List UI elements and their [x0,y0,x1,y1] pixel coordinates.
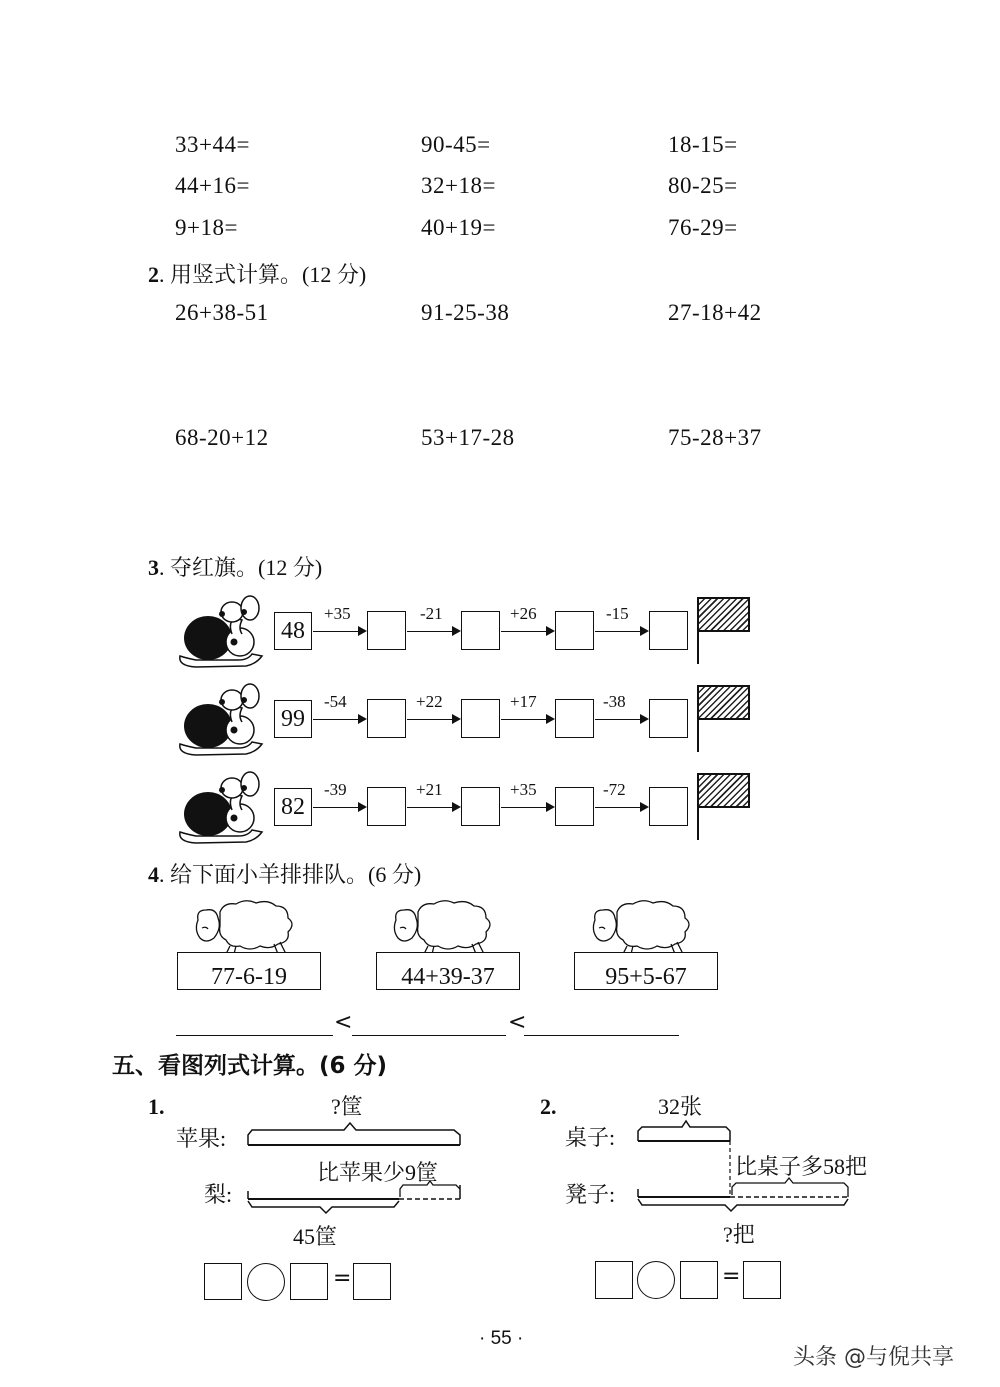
red-flag-icon [697,685,750,720]
arrow-icon [407,807,459,808]
p2-answer-box-2[interactable] [680,1261,718,1299]
operation-label: -39 [324,780,347,799]
q3-title-text: . 夺红旗。(12 分) [159,555,323,580]
operation-label: -21 [420,604,443,623]
p1-equals-sign: = [333,1266,352,1291]
q3-title [148,551,322,582]
oral-expr: 90-45= [421,132,491,157]
answer-box[interactable] [649,699,688,738]
oral-expr: 18-15= [668,132,738,157]
p1-top-label: ?筐 [331,1094,363,1119]
q4-title [148,858,421,889]
arrow-icon [313,631,365,632]
answer-box[interactable] [461,787,500,826]
oral-expr: 44+16= [175,173,250,198]
p1-answer-box-3[interactable] [353,1263,391,1300]
p1-answer-box-2[interactable] [290,1263,328,1300]
p1-row1-label: 苹果: [176,1126,227,1151]
order-blank-2[interactable] [352,1035,506,1036]
operation-label: -72 [603,780,626,799]
p2-equals-sign: = [722,1264,741,1289]
operation-label: +35 [324,604,351,623]
q4-number: 4 [148,862,159,887]
arrow-icon [501,807,553,808]
p2-answer-box-3[interactable] [743,1261,781,1299]
operation-label: -38 [603,692,626,711]
p2-line-diagram [630,1115,860,1215]
oral-expr: 9+18= [175,215,238,240]
start-number-box: 82 [274,788,312,826]
snail-icon [176,682,266,758]
p2-answer-box-1[interactable] [595,1261,633,1299]
order-blank-3[interactable] [524,1035,679,1036]
arrow-icon [501,719,553,720]
p2-diff-label: 比桌子多58把 [735,1154,868,1179]
section5-title: 五、看图列式计算。(6 分) [112,1053,388,1079]
arrow-icon [407,631,459,632]
page-number: · 55 · [479,1328,524,1349]
q2-title-text: . 用竖式计算。(12 分) [159,262,367,287]
sheep-expression-box: 77-6-19 [177,952,321,990]
p2-number: 2. [540,1094,557,1119]
vertical-expr: 75-28+37 [668,425,762,450]
arrow-icon [595,807,647,808]
watermark: 头条 @与倪共享 [793,1345,954,1370]
p2-operator-circle[interactable] [637,1261,675,1299]
p1-operator-circle[interactable] [247,1263,285,1301]
q3-number: 3 [148,555,159,580]
q2-title [148,258,366,289]
p1-diff-label: 比苹果少9筐 [317,1160,439,1185]
answer-box[interactable] [555,699,594,738]
answer-box[interactable] [367,699,406,738]
sheep-icon [388,898,498,954]
arrow-icon [313,807,365,808]
sheep-expression-box: 44+39-37 [376,952,520,990]
answer-box[interactable] [649,611,688,650]
oral-expr: 76-29= [668,215,738,240]
arrow-icon [595,719,647,720]
arrow-icon [595,631,647,632]
snail-icon [176,594,266,670]
snail-icon [176,770,266,846]
vertical-expr: 26+38-51 [175,300,269,325]
answer-box[interactable] [555,787,594,826]
oral-expr: 33+44= [175,132,250,157]
operation-label: -54 [324,692,347,711]
p1-answer-box-1[interactable] [204,1263,242,1300]
operation-label: -15 [606,604,629,623]
answer-box[interactable] [461,699,500,738]
sheep-expression-box: 95+5-67 [574,952,718,990]
red-flag-icon [697,773,750,808]
operation-label: +21 [416,780,443,799]
arrow-icon [501,631,553,632]
answer-box[interactable] [555,611,594,650]
operation-label: +22 [416,692,443,711]
p1-row2-label: 梨: [204,1182,233,1207]
oral-expr: 80-25= [668,173,738,198]
vertical-expr: 27-18+42 [668,300,762,325]
p2-bottom-label: ?把 [723,1222,755,1247]
answer-box[interactable] [461,611,500,650]
start-number-box: 48 [274,612,312,650]
red-flag-icon [697,597,750,632]
p2-row1-label: 桌子: [565,1125,616,1150]
sheep-icon [190,898,300,954]
answer-box[interactable] [367,611,406,650]
oral-expr: 32+18= [421,173,496,198]
p1-line-diagram [240,1115,470,1220]
p2-row2-label: 凳子: [565,1182,616,1207]
vertical-expr: 91-25-38 [421,300,510,325]
vertical-expr: 53+17-28 [421,425,515,450]
operation-label: +17 [510,692,537,711]
operation-label: +26 [510,604,537,623]
q2-number: 2 [148,262,159,287]
less-than-sign: < [508,1010,527,1035]
p1-bottom-label: 45筐 [293,1224,338,1249]
operation-label: +35 [510,780,537,799]
sheep-icon [587,898,697,954]
p1-number: 1. [148,1094,165,1119]
oral-expr: 40+19= [421,215,496,240]
arrow-icon [313,719,365,720]
q4-title-text: . 给下面小羊排排队。(6 分) [159,862,422,887]
less-than-sign: < [334,1010,353,1035]
answer-box[interactable] [649,787,688,826]
arrow-icon [407,719,459,720]
p2-top-label: 32张 [658,1094,703,1119]
start-number-box: 99 [274,700,312,738]
answer-box[interactable] [367,787,406,826]
order-blank-1[interactable] [176,1035,333,1036]
vertical-expr: 68-20+12 [175,425,269,450]
